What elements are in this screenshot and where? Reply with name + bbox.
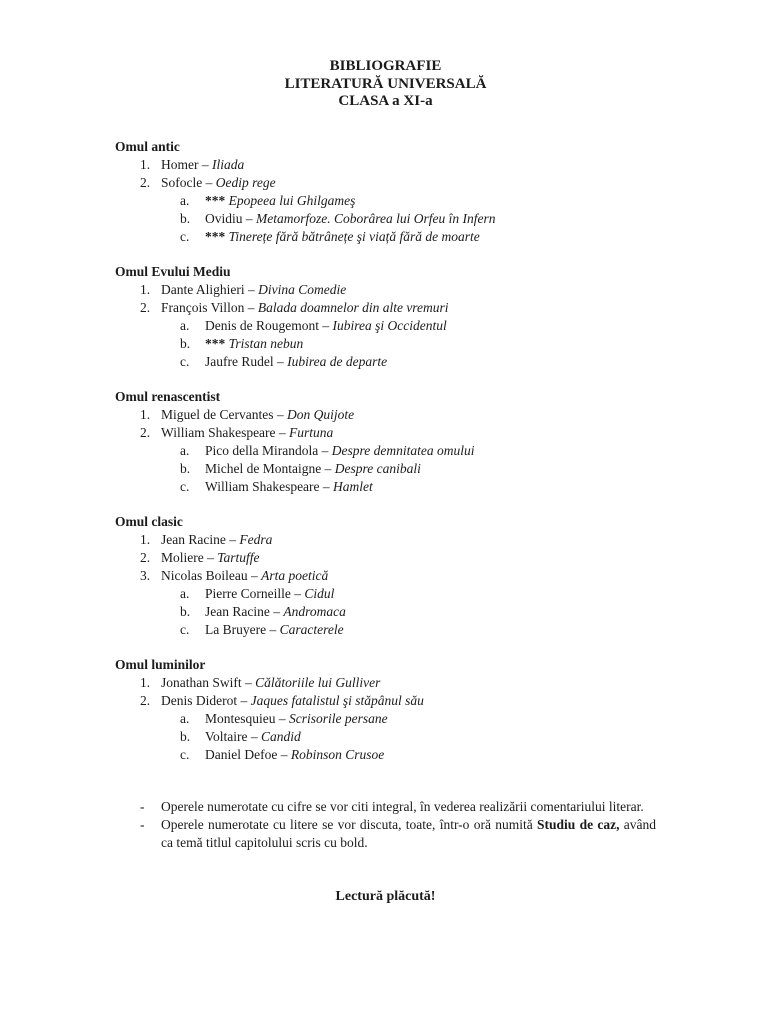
work-title: Jaques fatalistul şi stăpânul său <box>250 692 424 708</box>
author-name: Pierre Corneille <box>205 585 295 601</box>
work-title: Tartuffe <box>217 549 260 565</box>
document-title <box>115 58 656 111</box>
list-item <box>115 567 656 585</box>
note-text-bold: Studiu de caz, <box>537 816 620 832</box>
item-text <box>161 531 272 549</box>
dash-separator: – <box>322 317 333 333</box>
work-title: Epopeea lui Ghilgameş <box>228 192 356 208</box>
item-marker: 3. <box>140 567 151 583</box>
item-text <box>161 299 449 317</box>
author-name: Nicolas Boileau <box>161 567 251 583</box>
author-name: William Shakespeare <box>205 478 323 494</box>
item-text <box>161 549 260 567</box>
dash-separator: – <box>278 424 290 440</box>
item-marker: b. <box>180 460 191 476</box>
item-text <box>205 585 334 603</box>
triple-asterisk: *** <box>205 335 229 351</box>
work-title: Andromaca <box>283 603 346 619</box>
note-text-regular: Operele numerotate cu cifre se vor citi integral, în vederea realizării comentariului literar. <box>161 798 644 814</box>
work-title: Oedip rege <box>215 174 276 190</box>
list-item <box>115 531 656 549</box>
dash-separator: – <box>201 156 212 172</box>
item-marker: b. <box>180 210 191 226</box>
author-name: Homer <box>161 156 202 172</box>
item-text <box>205 603 346 621</box>
work-title: Cidul <box>304 585 335 601</box>
dash-separator: – <box>280 746 291 762</box>
item-marker: b. <box>180 728 191 744</box>
list-item <box>115 353 656 371</box>
item-text <box>205 710 388 728</box>
work-title: Călătoriile lui Gulliver <box>255 674 381 690</box>
section-heading: Omul clasic <box>115 513 183 529</box>
work-title: Despre canibali <box>334 460 421 476</box>
author-name: Michel de Montaigne <box>205 460 325 476</box>
author-name: Jean Racine <box>205 603 274 619</box>
item-text <box>161 174 276 192</box>
list-item <box>115 174 656 192</box>
item-marker: c. <box>180 353 190 369</box>
dash-separator: – <box>250 728 261 744</box>
list-item <box>115 299 656 317</box>
dash-separator: – <box>247 299 258 315</box>
list-item <box>115 281 656 299</box>
item-marker: c. <box>180 228 190 244</box>
author-name: Denis Diderot <box>161 692 241 708</box>
item-marker: 1. <box>140 531 151 547</box>
list-item <box>115 210 656 228</box>
item-marker: 2. <box>140 692 151 708</box>
work-title: Furtuna <box>289 424 334 440</box>
dash-separator: – <box>322 478 334 494</box>
list-item <box>115 621 656 639</box>
item-text <box>205 228 480 246</box>
note-text-regular: având ca temă titlul capitolului scris cu bold. <box>161 816 657 850</box>
work-title: Balada doamnelor din alte vremuri <box>257 299 449 315</box>
title-line-3: CLASA a XI-a <box>338 93 433 109</box>
item-text <box>205 746 384 764</box>
section-heading: Omul renascentist <box>115 388 221 404</box>
work-title: Despre demnitatea omului <box>331 442 475 458</box>
item-text <box>205 728 301 746</box>
dash-separator: – <box>294 585 305 601</box>
item-text <box>161 156 244 174</box>
author-name: Miguel de Cervantes <box>161 406 277 422</box>
author-name: Ovidiu <box>205 210 246 226</box>
section-heading: Omul luminilor <box>115 656 206 672</box>
bibliography-section <box>115 263 656 371</box>
dash-separator: – <box>278 710 289 726</box>
work-title: Robinson Crusoe <box>290 746 385 762</box>
item-marker: c. <box>180 621 190 637</box>
list-item <box>115 603 656 621</box>
author-name: La Bruyere <box>205 621 270 637</box>
list-item <box>115 460 656 478</box>
item-text <box>205 210 496 228</box>
list-item <box>115 228 656 246</box>
work-title: Metamorfoze. Coborârea lui Orfeu în Infern <box>256 210 496 226</box>
author-name: Sofocle <box>161 174 206 190</box>
dash-separator: – <box>273 603 284 619</box>
author-name: Denis de Rougemont <box>205 317 323 333</box>
item-text <box>205 621 344 639</box>
work-title: Arta poetică <box>261 567 329 583</box>
dash-separator: – <box>245 674 256 690</box>
work-title: Fedra <box>239 531 273 547</box>
item-text <box>205 317 447 335</box>
list-item <box>115 406 656 424</box>
item-text <box>161 406 354 424</box>
list-item <box>115 692 656 710</box>
sections <box>115 138 656 764</box>
work-title: Iubirea şi Occidentul <box>332 317 447 333</box>
bibliography-section <box>115 388 656 496</box>
dash-separator: – <box>276 406 287 422</box>
item-text <box>205 353 387 371</box>
item-text <box>205 192 355 210</box>
item-marker: b. <box>180 335 191 351</box>
author-name: Pico della Mirandola <box>205 442 322 458</box>
work-title: Iliada <box>212 156 245 172</box>
work-title: Hamlet <box>333 478 373 494</box>
dash-separator: – <box>245 210 257 226</box>
work-title: Tinerețe fără bătrânețe şi viață fără de moarte <box>228 228 480 244</box>
item-marker: 2. <box>140 424 151 440</box>
note-text <box>161 798 656 816</box>
author-name: Jonathan Swift <box>161 674 245 690</box>
note-bullet: - <box>140 798 145 814</box>
triple-asterisk: *** <box>205 192 229 208</box>
author-name: Jean Racine <box>161 531 230 547</box>
item-marker: 1. <box>140 281 151 297</box>
work-title: Tristan nebun <box>228 335 304 351</box>
item-marker: 1. <box>140 674 151 690</box>
list-item <box>115 710 656 728</box>
item-marker: a. <box>180 192 190 208</box>
list-item <box>115 156 656 174</box>
dash-separator: – <box>250 567 262 583</box>
item-marker: 2. <box>140 549 151 565</box>
item-text <box>205 478 373 496</box>
item-text <box>161 674 380 692</box>
work-title: Don Quijote <box>286 406 355 422</box>
dash-separator: – <box>205 174 216 190</box>
item-text <box>205 460 421 478</box>
list-item <box>115 317 656 335</box>
dash-separator: – <box>321 442 332 458</box>
item-text <box>161 281 346 299</box>
list-item <box>115 674 656 692</box>
note-text <box>161 816 656 852</box>
dash-separator: – <box>240 692 251 708</box>
note-item <box>115 816 656 852</box>
dash-separator: – <box>247 281 259 297</box>
list-item <box>115 335 656 353</box>
work-title: Candid <box>261 728 301 744</box>
note-bullet: - <box>140 816 145 832</box>
note-item <box>115 798 656 816</box>
author-name: Voltaire <box>205 728 251 744</box>
dash-separator: – <box>324 460 335 476</box>
item-marker: 2. <box>140 174 151 190</box>
item-text <box>161 567 328 585</box>
list-item <box>115 424 656 442</box>
author-name: François Villon <box>161 299 248 315</box>
note-text-regular: Operele numerotate cu litere se vor discuta, toate, într-o oră numită <box>161 816 538 832</box>
item-marker: a. <box>180 710 190 726</box>
list-item <box>115 192 656 210</box>
bibliography-section <box>115 656 656 764</box>
author-name: Moliere <box>161 549 208 565</box>
item-marker: 2. <box>140 299 151 315</box>
work-title: Iubirea de departe <box>287 353 388 369</box>
item-marker: a. <box>180 585 190 601</box>
work-title: Caracterele <box>279 621 344 637</box>
triple-asterisk: *** <box>205 228 229 244</box>
dash-separator: – <box>207 549 218 565</box>
title-line-2: LITERATURĂ UNIVERSALĂ <box>284 75 487 92</box>
item-text <box>205 442 474 460</box>
item-marker: c. <box>180 746 190 762</box>
item-marker: 1. <box>140 406 151 422</box>
list-item <box>115 746 656 764</box>
item-marker: a. <box>180 442 190 458</box>
author-name: Dante Alighieri <box>161 281 248 297</box>
work-title: Scrisorile persane <box>289 710 388 726</box>
author-name: William Shakespeare <box>161 424 279 440</box>
item-text <box>161 692 424 710</box>
list-item <box>115 728 656 746</box>
item-marker: b. <box>180 603 191 619</box>
item-text <box>161 424 333 442</box>
author-name: Jaufre Rudel <box>205 353 277 369</box>
section-heading: Omul Evului Mediu <box>115 263 231 279</box>
dash-separator: – <box>229 531 240 547</box>
author-name: Daniel Defoe <box>205 746 281 762</box>
list-item <box>115 585 656 603</box>
closing-text: Lectură plăcută! <box>335 888 436 904</box>
item-marker: 1. <box>140 156 151 172</box>
author-name: Montesquieu <box>205 710 279 726</box>
list-item <box>115 442 656 460</box>
notes <box>115 798 656 852</box>
dash-separator: – <box>269 621 280 637</box>
item-marker: c. <box>180 478 190 494</box>
work-title: Divina Comedie <box>258 281 347 297</box>
dash-separator: – <box>276 353 288 369</box>
item-marker: a. <box>180 317 190 333</box>
item-text <box>205 335 303 353</box>
bibliography-section <box>115 138 656 246</box>
list-item <box>115 549 656 567</box>
section-heading: Omul antic <box>115 138 180 154</box>
list-item <box>115 478 656 496</box>
bibliography-section <box>115 513 656 639</box>
title-line-1: BIBLIOGRAFIE <box>329 58 442 74</box>
